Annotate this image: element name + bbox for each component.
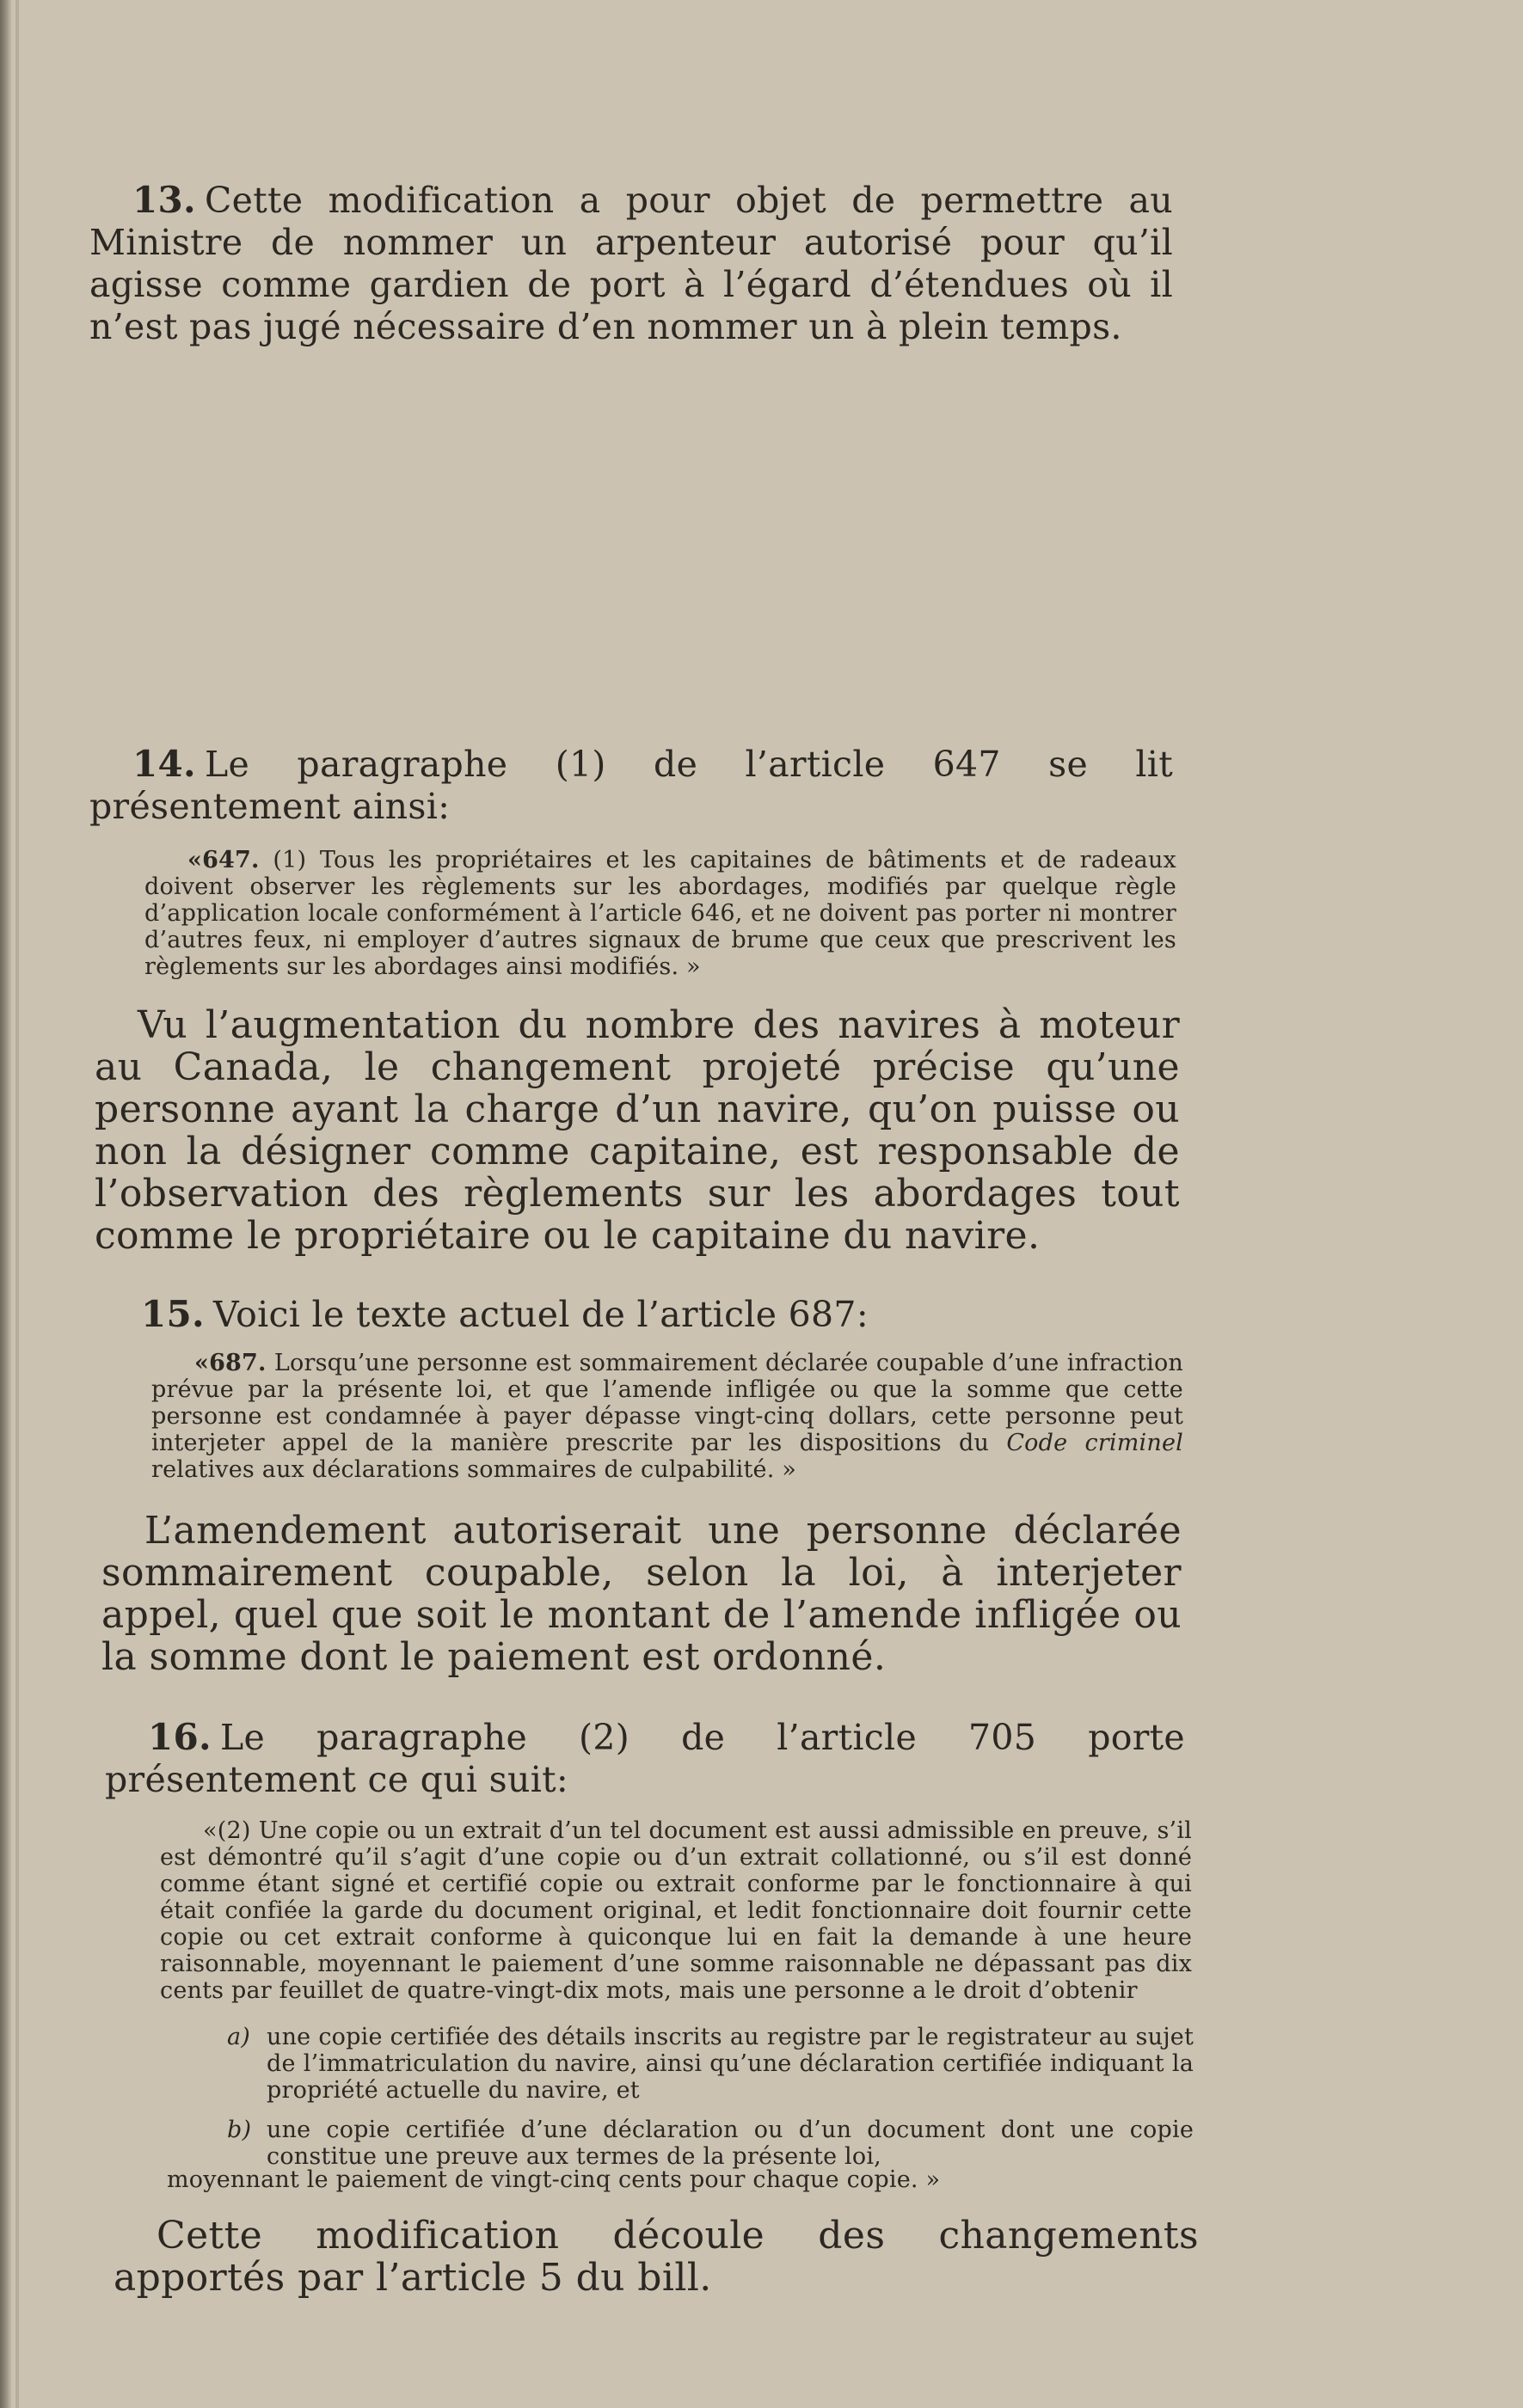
section-16-item-b-label: b) <box>227 2117 252 2143</box>
section-16-number: 16. <box>148 1716 212 1758</box>
section-16-item-b <box>227 2117 1194 2170</box>
section-13-text: Cette modification a pour objet de permettre au Ministre de nommer un arpenteur autorisé pour qu’il agisse comme gardien de port à l’égard d’étendues où il n’est pas jugé nécessaire d’en nommer un à plein temps. <box>89 180 1173 347</box>
section-15-comment: L’amendement autoriserait une personne déclarée sommairement coupable, selon la loi, à interjeter appel, quel que soit le montant de l’amende infligée ou la somme dont le paiement est ordonné. <box>101 1509 1182 1679</box>
section-16-comment: Cette modification découle des changements apportés par l’article 5 du bill. <box>114 2214 1199 2300</box>
section-15-quote-ref: «687. <box>194 1350 267 1376</box>
section-16-intro-text: Le paragraphe (2) de l’article 705 porte présentement ce qui suit: <box>105 1717 1185 1800</box>
section-16-item-a-label: a) <box>227 2024 251 2050</box>
section-15-quote <box>151 1350 1183 1483</box>
section-15-quote-text-b: relatives aux déclarations sommaires de culpabilité. » <box>151 1456 797 1483</box>
section-13 <box>89 179 1173 348</box>
section-14-number: 14. <box>132 743 196 785</box>
section-16-item-b-text: une copie certifiée d’une déclaration ou d’un document dont une copie constitue une preuve aux termes de la présente loi, <box>267 2117 1194 2170</box>
section-16-item-a-text: une copie certifiée des détails inscrits au registre par le registrateur au sujet de l’immatriculation du navire, ainsi qu’une déclaration certifiée indiquant la propriété actuelle du navire, et <box>267 2024 1194 2104</box>
section-16-intro <box>105 1716 1185 1801</box>
section-15-intro <box>98 1293 1173 1336</box>
section-13-number: 13. <box>132 179 196 221</box>
section-14-intro <box>89 743 1173 828</box>
page-binding-shadow <box>15 0 19 2408</box>
section-15-number: 15. <box>141 1293 205 1335</box>
section-14-intro-text: Le paragraphe (1) de l’article 647 se lit présentement ainsi: <box>89 744 1173 827</box>
page-binding-edge <box>0 0 12 2408</box>
section-15-intro-text: Voici le texte actuel de l’article 687: <box>212 1294 869 1335</box>
section-15-quote-italic: Code criminel <box>1006 1430 1183 1456</box>
section-14-quote-ref: «647. <box>187 847 260 873</box>
section-14-quote <box>144 847 1176 980</box>
section-15-quote-text-a: Lorsqu’une personne est sommairement déclarée coupable d’une infraction prévue par la présente loi, et que l’amende infligée ou que la somme que cette personne est condamnée à payer dépasse vingt-cinq dollars, cette personne peut interjeter appel de la manière prescrite par les dispositions du <box>151 1350 1183 1456</box>
section-16-closing: moyennant le paiement de vingt-cinq cents pour chaque copie. » <box>167 2166 941 2193</box>
section-14-comment: Vu l’augmentation du nombre des navires à moteur au Canada, le changement projeté précise qu’une personne ayant la charge d’un navire, qu’on puisse ou non la désigner comme capitaine, est responsable de l’observation des règlements sur les abordages tout comme le propriétaire ou le capitaine du navire. <box>95 1003 1180 1258</box>
section-16-quote: «(2) Une copie ou un extrait d’un tel document est aussi admissible en preuve, s’il est démontré qu’il s’agit d’une copie ou d’un extrait collationné, ou s’il est donné comme étant signé et certifié copie ou extrait conforme par le fonctionnaire à qui était confiée la garde du document original, et ledit fonctionnaire doit fournir cette copie ou cet extrait conforme à quiconque lui en fait la demande à une heure raisonnable, moyennant le paiement d’une somme raisonnable ne dépassant pas dix cents par feuillet de quatre-vingt-dix mots, mais une personne a le droit d’obtenir <box>160 1817 1192 2004</box>
section-16-item-a <box>227 2024 1194 2104</box>
section-14-quote-text: (1) Tous les propriétaires et les capitaines de bâtiments et de radeaux doivent observer les règlements sur les abordages, modifiés par quelque règle d’application locale conformément à l’article 646, et ne doivent pas porter ni montrer d’autres feux, ni employer d’autres signaux de brume que ceux que prescrivent les règlements sur les abordages ainsi modifiés. » <box>144 847 1176 980</box>
